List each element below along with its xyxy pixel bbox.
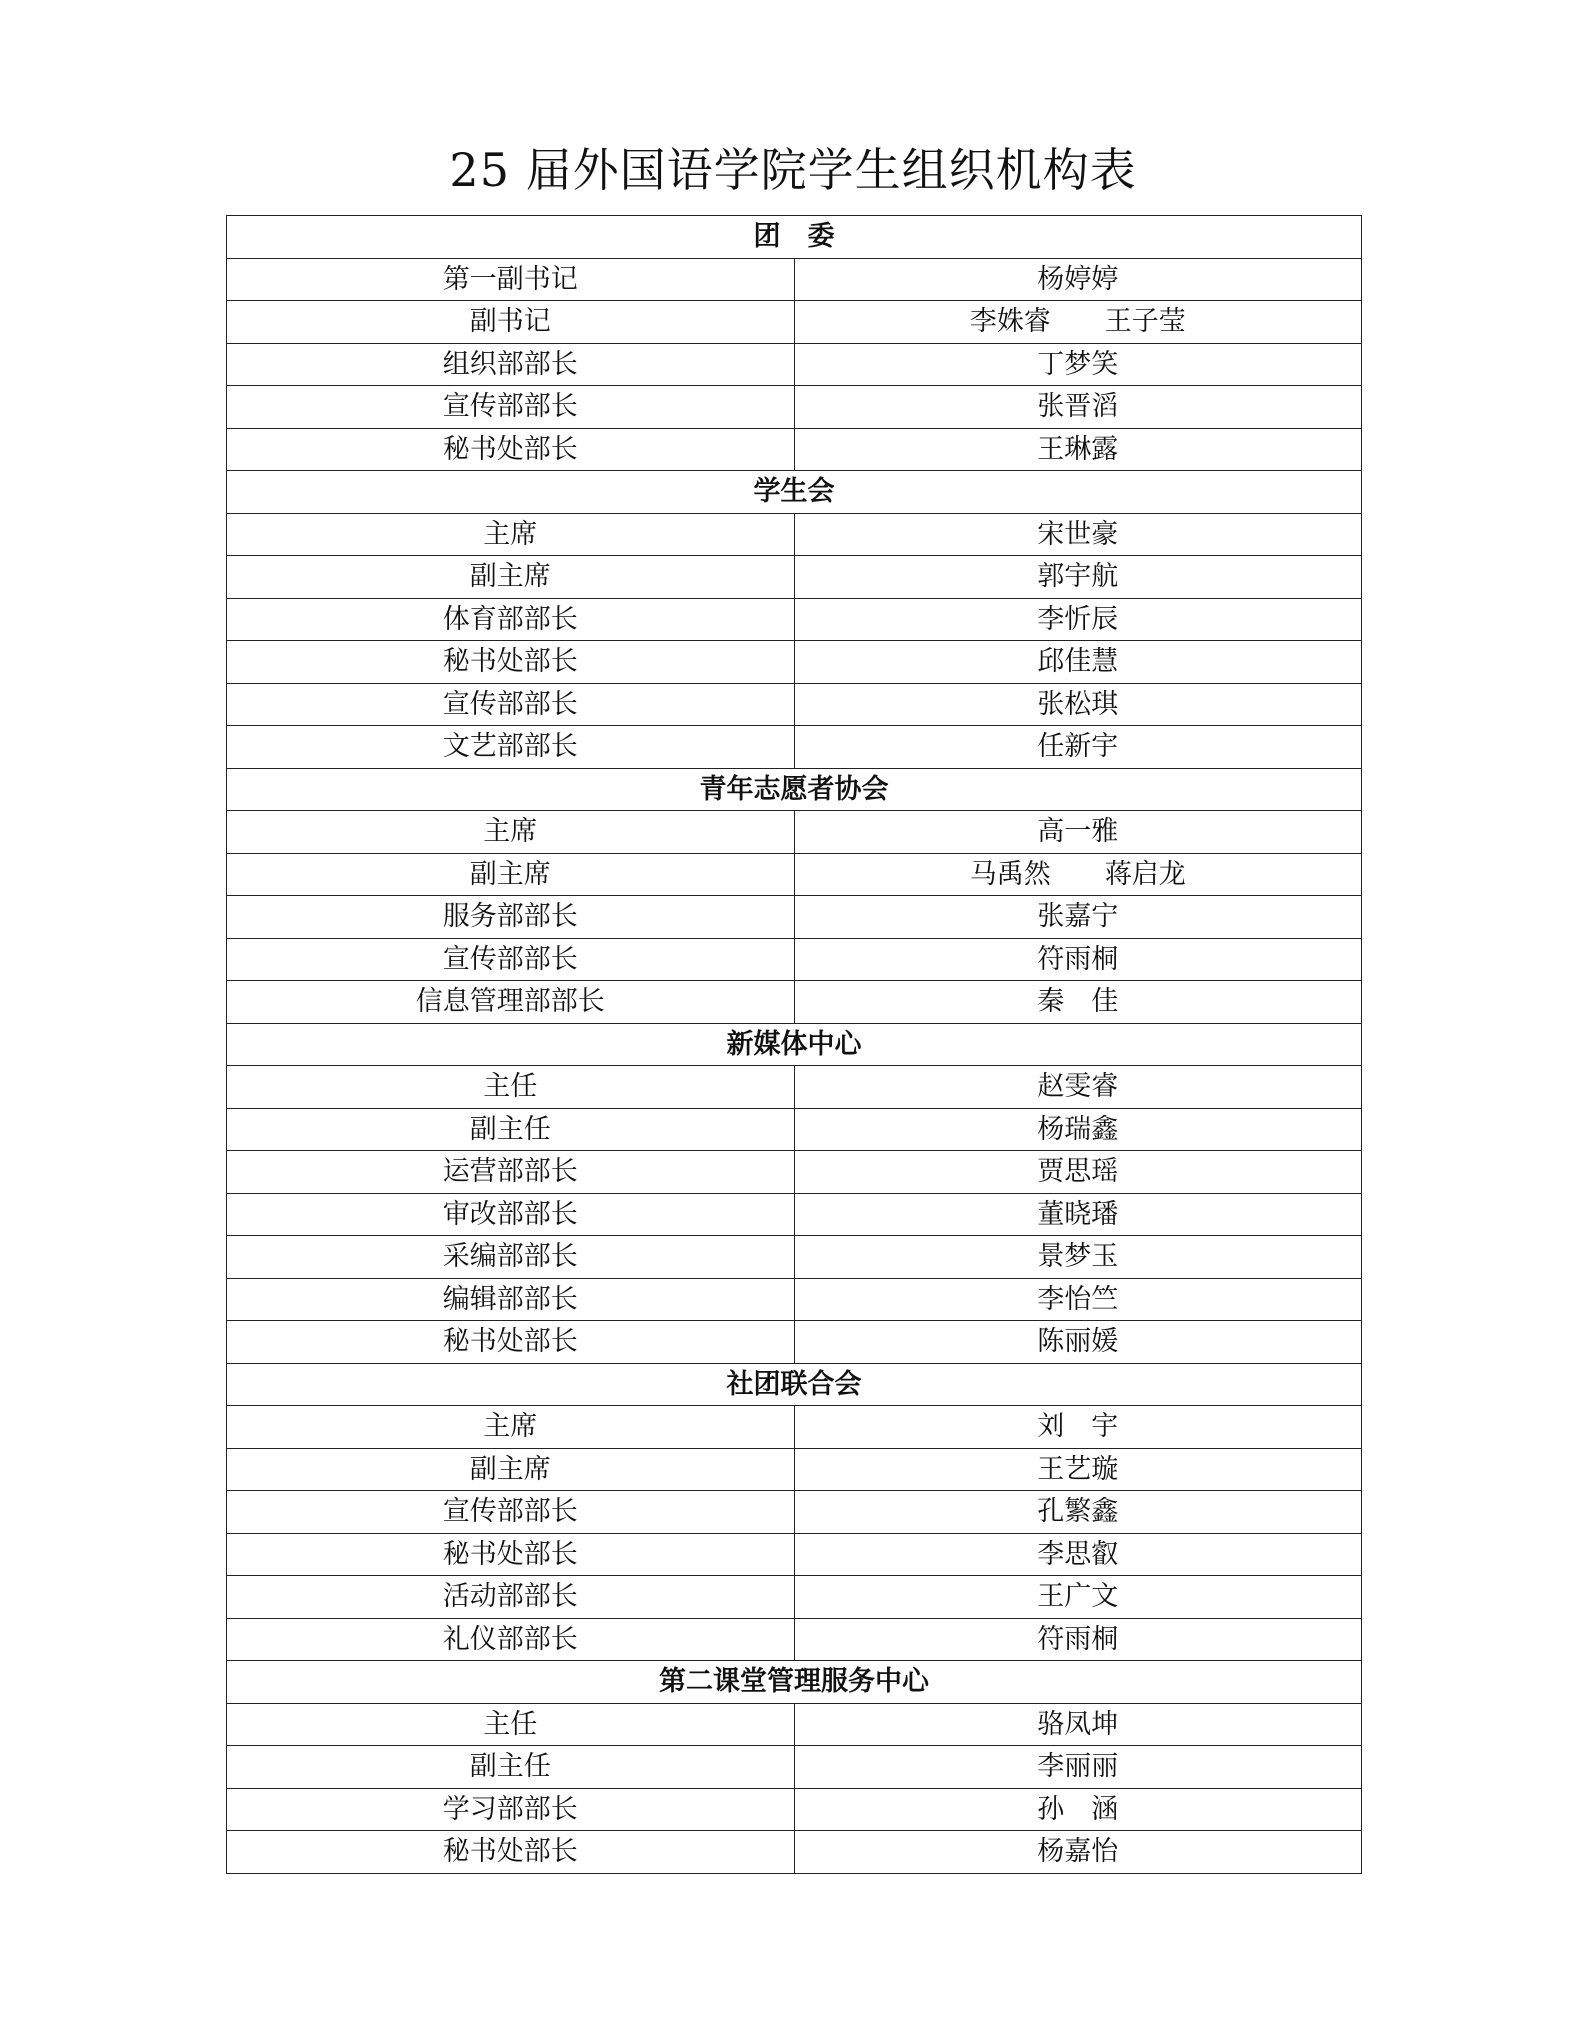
member-name-cell: 郭宇航: [794, 556, 1362, 599]
table-row: [227, 598, 1362, 641]
role-cell: 主席: [227, 513, 795, 556]
member-name-cell: 丁梦笑: [794, 343, 1362, 386]
member-name-cell: 赵雯睿: [794, 1066, 1362, 1109]
member-name-cell: 高一雅: [794, 811, 1362, 854]
table-row: [227, 386, 1362, 429]
role-cell: 第一副书记: [227, 258, 795, 301]
table-row: [227, 1066, 1362, 1109]
role-cell: 组织部部长: [227, 343, 795, 386]
member-name-cell: 张晋滔: [794, 386, 1362, 429]
section-header-row: [227, 216, 1362, 259]
member-name-cell: 宋世豪: [794, 513, 1362, 556]
role-cell: 副主席: [227, 556, 795, 599]
table-row: [227, 938, 1362, 981]
table-row: [227, 556, 1362, 599]
page-title: 25 届外国语学院学生组织机构表: [449, 143, 1137, 197]
member-name-cell: 张嘉宁: [794, 896, 1362, 939]
role-cell: 信息管理部部长: [227, 981, 795, 1024]
role-cell: 活动部部长: [227, 1576, 795, 1619]
role-cell: 副主席: [227, 1448, 795, 1491]
role-cell: 编辑部部长: [227, 1278, 795, 1321]
member-name-cell: 王艺璇: [794, 1448, 1362, 1491]
member-name-cell: 孙 涵: [794, 1788, 1362, 1831]
role-cell: 服务部部长: [227, 896, 795, 939]
table-row: [227, 1831, 1362, 1874]
member-name-cell: 马禹然 蒋启龙: [794, 853, 1362, 896]
member-name-cell: 杨瑞鑫: [794, 1108, 1362, 1151]
member-name-cell: 张松琪: [794, 683, 1362, 726]
section-title: 社团联合会: [227, 1363, 1362, 1406]
member-name-cell: 董晓璠: [794, 1193, 1362, 1236]
role-cell: 主席: [227, 811, 795, 854]
member-name-cell: 杨嘉怡: [794, 1831, 1362, 1874]
role-cell: 秘书处部长: [227, 1321, 795, 1364]
member-name-cell: 陈丽媛: [794, 1321, 1362, 1364]
table-row: [227, 811, 1362, 854]
table-row: [227, 726, 1362, 769]
table-row: [227, 981, 1362, 1024]
table-row: [227, 1278, 1362, 1321]
table-row: [227, 1703, 1362, 1746]
table-row: [227, 1321, 1362, 1364]
section-title: 新媒体中心: [227, 1023, 1362, 1066]
role-cell: 秘书处部长: [227, 428, 795, 471]
table-row: [227, 343, 1362, 386]
member-name-cell: 李丽丽: [794, 1746, 1362, 1789]
role-cell: 秘书处部长: [227, 1533, 795, 1576]
section-title: 团 委: [227, 216, 1362, 259]
member-name-cell: 李姝睿 王子莹: [794, 301, 1362, 344]
member-name-cell: 任新宇: [794, 726, 1362, 769]
table-row: [227, 1236, 1362, 1279]
table-row: [227, 896, 1362, 939]
section-header-row: [227, 471, 1362, 514]
member-name-cell: 贾思瑶: [794, 1151, 1362, 1194]
table-row: [227, 1193, 1362, 1236]
table-row: [227, 513, 1362, 556]
member-name-cell: 符雨桐: [794, 1618, 1362, 1661]
member-name-cell: 李忻辰: [794, 598, 1362, 641]
table-row: [227, 1448, 1362, 1491]
role-cell: 宣传部部长: [227, 1491, 795, 1534]
role-cell: 主任: [227, 1066, 795, 1109]
role-cell: 秘书处部长: [227, 641, 795, 684]
table-row: [227, 1788, 1362, 1831]
table-row: [227, 1533, 1362, 1576]
section-title: 青年志愿者协会: [227, 768, 1362, 811]
role-cell: 审改部部长: [227, 1193, 795, 1236]
section-header-row: [227, 1023, 1362, 1066]
member-name-cell: 骆凤坤: [794, 1703, 1362, 1746]
table-row: [227, 1746, 1362, 1789]
table-row: [227, 683, 1362, 726]
table-row: [227, 1576, 1362, 1619]
member-name-cell: 李怡竺: [794, 1278, 1362, 1321]
role-cell: 体育部部长: [227, 598, 795, 641]
organization-table: [226, 215, 1362, 1874]
table-row: [227, 428, 1362, 471]
section-header-row: [227, 768, 1362, 811]
member-name-cell: 王广文: [794, 1576, 1362, 1619]
table-row: [227, 258, 1362, 301]
table-row: [227, 1151, 1362, 1194]
section-header-row: [227, 1363, 1362, 1406]
role-cell: 副主任: [227, 1746, 795, 1789]
table-row: [227, 1491, 1362, 1534]
table-body: [227, 216, 1362, 1874]
member-name-cell: 符雨桐: [794, 938, 1362, 981]
role-cell: 副主任: [227, 1108, 795, 1151]
member-name-cell: 王琳露: [794, 428, 1362, 471]
role-cell: 宣传部部长: [227, 938, 795, 981]
role-cell: 主任: [227, 1703, 795, 1746]
member-name-cell: 孔繁鑫: [794, 1491, 1362, 1534]
table-row: [227, 1108, 1362, 1151]
member-name-cell: 李思叡: [794, 1533, 1362, 1576]
table-row: [227, 1618, 1362, 1661]
role-cell: 文艺部部长: [227, 726, 795, 769]
table-row: [227, 301, 1362, 344]
role-cell: 礼仪部部长: [227, 1618, 795, 1661]
role-cell: 秘书处部长: [227, 1831, 795, 1874]
role-cell: 主席: [227, 1406, 795, 1449]
table-row: [227, 641, 1362, 684]
table-row: [227, 1406, 1362, 1449]
role-cell: 采编部部长: [227, 1236, 795, 1279]
member-name-cell: 景梦玉: [794, 1236, 1362, 1279]
role-cell: 副主席: [227, 853, 795, 896]
role-cell: 宣传部部长: [227, 386, 795, 429]
role-cell: 宣传部部长: [227, 683, 795, 726]
section-header-row: [227, 1661, 1362, 1704]
section-title: 学生会: [227, 471, 1362, 514]
role-cell: 学习部部长: [227, 1788, 795, 1831]
member-name-cell: 刘 宇: [794, 1406, 1362, 1449]
member-name-cell: 邱佳慧: [794, 641, 1362, 684]
section-title: 第二课堂管理服务中心: [227, 1661, 1362, 1704]
table-row: [227, 853, 1362, 896]
role-cell: 运营部部长: [227, 1151, 795, 1194]
member-name-cell: 杨婷婷: [794, 258, 1362, 301]
member-name-cell: 秦 佳: [794, 981, 1362, 1024]
role-cell: 副书记: [227, 301, 795, 344]
